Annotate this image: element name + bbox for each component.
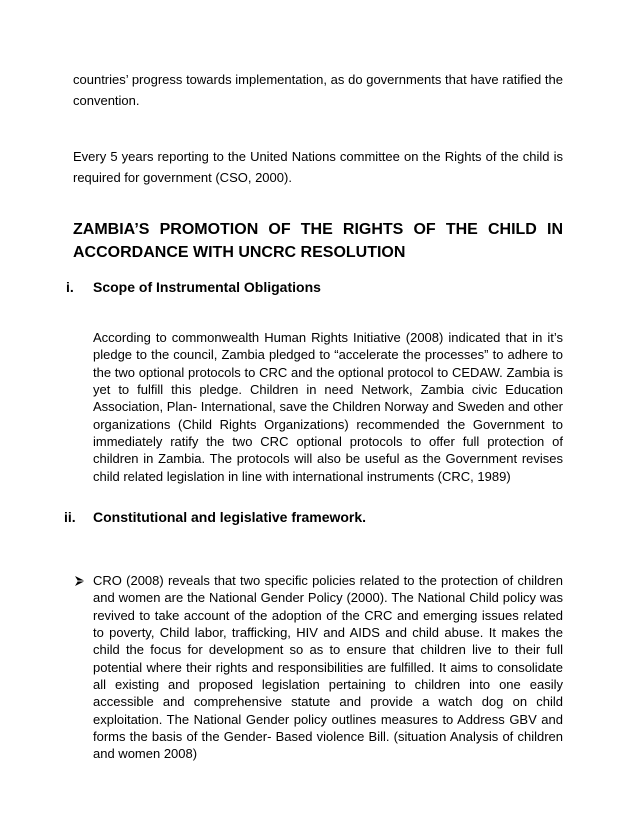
paragraph-scope: According to commonwealth Human Rights Initiative (2008) indicated that in it’s pledge to the council, Zambia pledged to “accelerate the processes” to adhere to the two optional protocols to CRC and the optional protocol to CEDAW. Zambia is yet to fulfill this pledge. Children in need Network, Zambia civic Education Association, Plan- International, save the Children Norway and Sweden and other organizations (Child Rights Organizations) recommended the Government to immediately ratify the two CRC optional protocols to offer full protection of children in Zambia. The protocols will also be useful as the Government revises child related legislation in line with international instruments (CRC, 1989) <box>93 330 563 484</box>
bullet-text: CRO (2008) reveals that two specific policies related to the protection of children and women are the National Gender Policy (2000). The National Child policy was revived to take account of the adoption of the CRC and emerging issues related to poverty, Child labor, trafficking, HIV and AIDS and child abuse. It makes the child the focus for development so as to ensure that children live to their full potential where their rights and responsibilities are fulfilled. It aims to consolidate all existing and proposed legislation pertaining to children into one easily accessible and comprehensive statute and provide a watch dog on child exploitation. The National Gender policy outlines measures to Address GBV and forms the basis of the Gender- Based violence Bill. (situation Analysis of children and women 2008) <box>93 573 563 762</box>
subsection-title: Constitutional and legislative framework. <box>93 509 367 525</box>
subsection-title: Scope of Instrumental Obligations <box>93 279 321 295</box>
paragraph-reporting: Every 5 years reporting to the United Nations committee on the Rights of the child is required for government (CSO, 2000). <box>73 149 563 185</box>
paragraph-continuation: countries’ progress towards implementation, as do governments that have ratified the convention. <box>73 72 563 108</box>
section-heading: ZAMBIA’S PROMOTION OF THE RIGHTS OF THE CHILD IN ACCORDANCE WITH UNCRC RESOLUTION <box>73 221 563 261</box>
subsection-number: i. <box>66 279 74 295</box>
subsection-number: ii. <box>64 509 76 525</box>
arrow-bullet-icon <box>73 574 87 588</box>
